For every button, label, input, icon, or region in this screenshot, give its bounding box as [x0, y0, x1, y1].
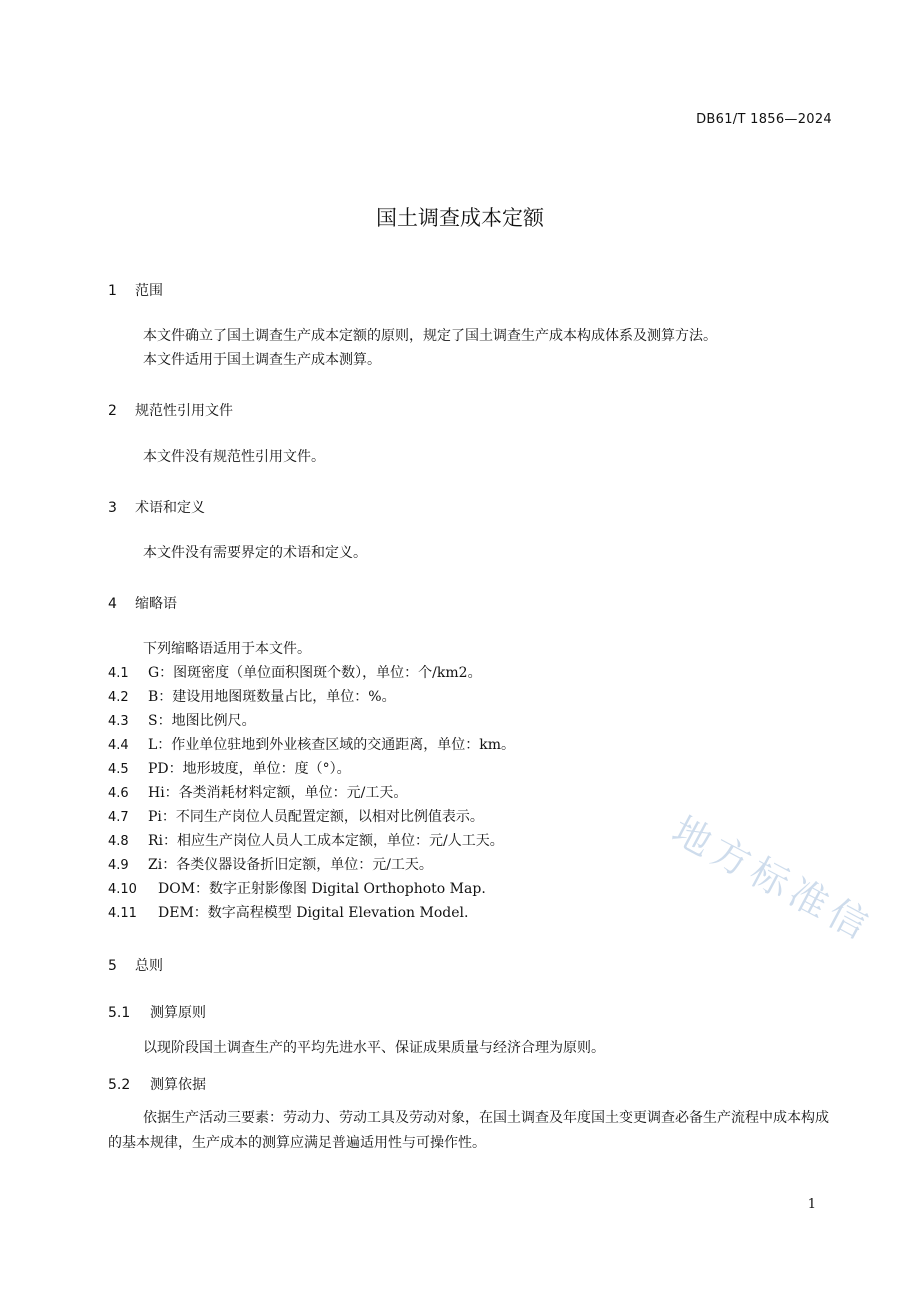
standard-code: DB61/T 1856—2024	[696, 112, 832, 127]
paragraph: 依据生产活动三要素：劳动力、劳动工具及劳动对象，在国土调查及年度国土变更调查必备生产流程中成本构成的基本规律，生产成本的测算应满足普遍适用性与可操作性。	[108, 1110, 829, 1151]
page-number: 1	[807, 1197, 816, 1212]
item-text: Zi：各类仪器设备折旧定额，单位：元/工天。	[148, 857, 433, 873]
item-number: 4.6	[108, 786, 129, 801]
item-number: 4.9	[108, 858, 129, 873]
paragraph: 本文件确立了国土调查生产成本定额的原则，规定了国土调查生产成本构成体系及测算方法。	[143, 328, 717, 344]
section-3-heading	[108, 497, 205, 517]
section-number: 1	[108, 283, 117, 299]
item-number: 4.5	[108, 762, 129, 777]
subsection-5-1-heading	[108, 1002, 206, 1022]
subsection-title: 测算依据	[150, 1077, 206, 1093]
abbreviation-item	[108, 686, 396, 706]
section-number: 4	[108, 596, 117, 612]
section-4-heading	[108, 593, 177, 613]
section-number: 3	[108, 500, 117, 516]
abbreviation-item	[108, 734, 515, 754]
paragraph: 本文件没有规范性引用文件。	[143, 449, 325, 465]
abbreviation-item	[108, 782, 407, 802]
item-text: Hi：各类消耗材料定额，单位：元/工天。	[148, 785, 408, 801]
item-number: 4.10	[108, 882, 137, 897]
item-text: Ri：相应生产岗位人员人工成本定额，单位：元/人工天。	[148, 833, 504, 849]
item-number: 4.2	[108, 690, 129, 705]
item-text: Pi：不同生产岗位人员配置定额，以相对比例值表示。	[148, 809, 484, 825]
item-text: DEM：数字高程模型 Digital Elevation Model.	[158, 905, 469, 921]
document-title: 国土调查成本定额	[376, 206, 544, 230]
item-number: 4.11	[108, 906, 137, 921]
paragraph: 以现阶段国土调查生产的平均先进水平、保证成果质量与经济合理为原则。	[143, 1040, 605, 1056]
abbreviation-item	[108, 854, 433, 874]
paragraph: 本文件没有需要界定的术语和定义。	[143, 545, 367, 561]
section-2-heading	[108, 400, 233, 420]
section-title: 总则	[135, 958, 163, 974]
abbreviation-item	[108, 806, 484, 826]
abbreviation-item	[108, 662, 482, 682]
item-text: S：地图比例尺。	[148, 713, 256, 729]
section-title: 范围	[135, 283, 163, 299]
item-text: DOM：数字正射影像图 Digital Orthophoto Map.	[158, 881, 486, 897]
paragraph: 下列缩略语适用于本文件。	[143, 641, 311, 657]
item-text: B：建设用地图斑数量占比，单位：%。	[148, 689, 396, 705]
item-text: G：图斑密度（单位面积图斑个数），单位：个/km2。	[148, 665, 482, 681]
section-number: 5	[108, 958, 117, 974]
subsection-title: 测算原则	[150, 1005, 206, 1021]
subsection-number: 5.2	[108, 1077, 131, 1093]
section-title: 规范性引用文件	[135, 403, 233, 419]
section-1-heading	[108, 280, 163, 300]
item-number: 4.1	[108, 666, 129, 681]
section-title: 术语和定义	[135, 500, 205, 516]
abbreviation-item	[108, 830, 504, 850]
section-number: 2	[108, 403, 117, 419]
abbreviation-item	[108, 902, 468, 922]
abbreviation-item	[108, 758, 351, 778]
item-text: L：作业单位驻地到外业核查区域的交通距离，单位：km。	[148, 737, 516, 753]
section-5-heading	[108, 955, 163, 975]
item-number: 4.7	[108, 810, 129, 825]
item-text: PD：地形坡度，单位：度（°）。	[148, 761, 351, 777]
abbreviation-item	[108, 878, 486, 898]
item-number: 4.8	[108, 834, 129, 849]
paragraph: 本文件适用于国土调查生产成本测算。	[143, 352, 381, 368]
abbreviation-item	[108, 710, 256, 730]
item-number: 4.3	[108, 714, 129, 729]
item-number: 4.4	[108, 738, 129, 753]
section-title: 缩略语	[135, 596, 177, 612]
watermark: 地方标准信	[665, 807, 881, 951]
subsection-5-2-heading	[108, 1074, 206, 1094]
subsection-number: 5.1	[108, 1005, 131, 1021]
